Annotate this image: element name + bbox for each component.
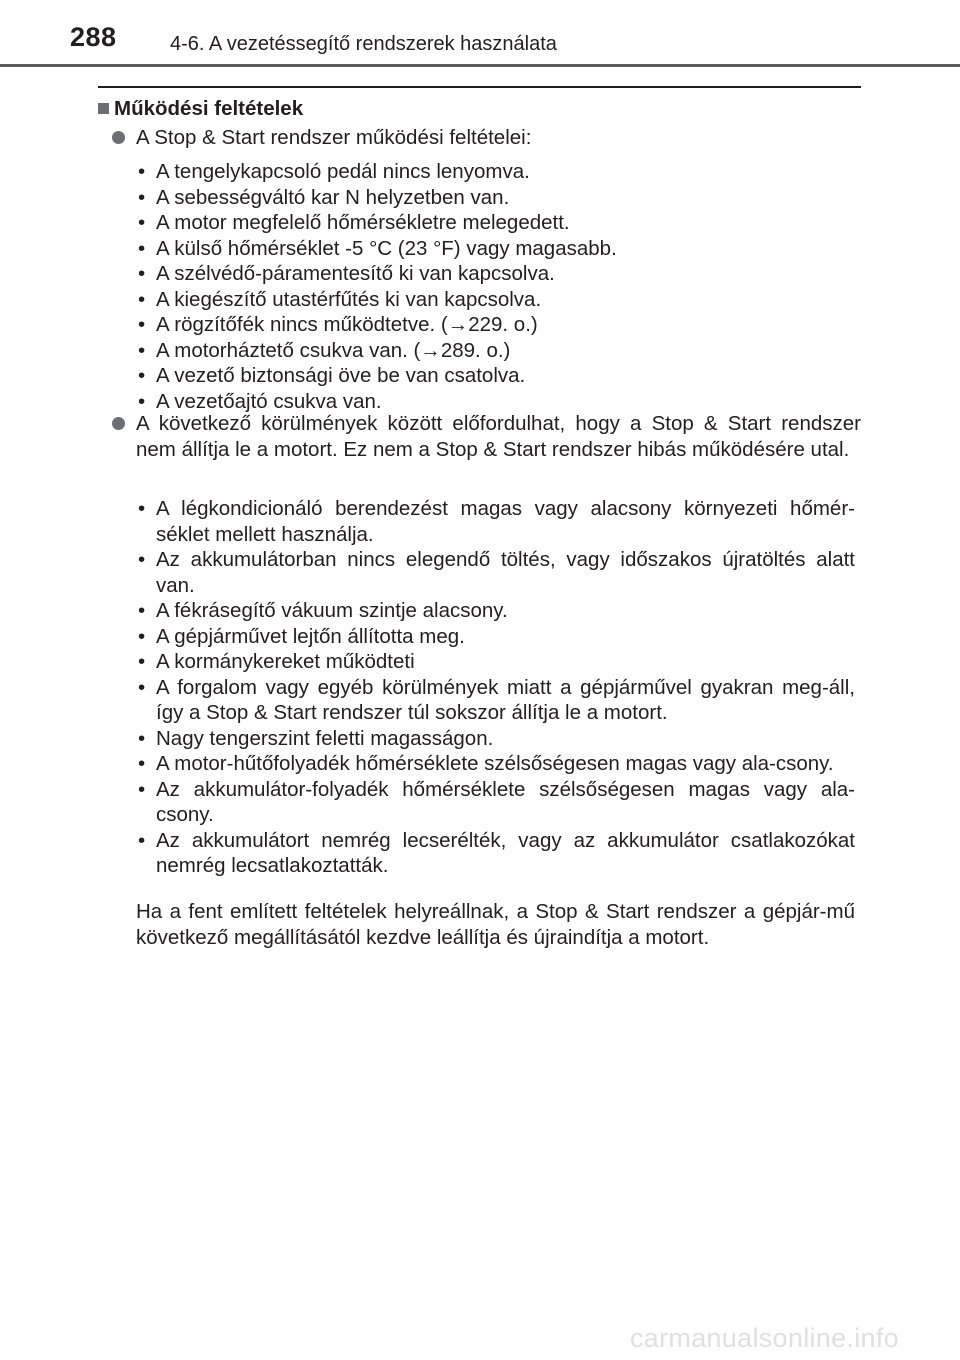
- section-rule: [98, 86, 861, 88]
- exceptions-list: [136, 496, 855, 879]
- list-item: • Az akkumulátort nemrég lecserélték, vagy az akkumulátor csatlakozókat nemrég lecsatlakoztatták.: [138, 828, 855, 877]
- header-rule: [0, 64, 960, 67]
- list-item: • A fékrásegítő vákuum szintje alacsony.: [138, 599, 508, 622]
- conditions-intro-item: [112, 125, 861, 151]
- list-item: • A motorháztető csukva van. (→289. o.): [138, 338, 511, 362]
- list-item: • Az akkumulátor-folyadék hőmérséklete szélsőségesen magas vagy ala-csony.: [138, 777, 855, 826]
- circle-bullet-icon: [112, 417, 125, 430]
- watermark: carmanualsonline.info: [630, 1323, 899, 1353]
- list-item: • A motor megfelelő hőmérsékletre melegedett.: [138, 211, 570, 234]
- circle-bullet-icon: [112, 131, 125, 144]
- list-item: • A vezetőajtó csukva van.: [138, 389, 382, 413]
- conditions-list: [136, 159, 855, 414]
- chapter-title: 4-6. A vezetéssegítő rendszerek használata: [170, 33, 557, 55]
- closing-note: Ha a fent említett feltételek helyreállnak, a Stop & Start rendszer a gépjár-mű következő megállításától kezdve leállítja és újraindítja a motort.: [136, 900, 855, 949]
- list-item: • A motor-hűtőfolyadék hőmérséklete szélsőségesen magas vagy ala-csony.: [138, 752, 834, 775]
- square-bullet-icon: [98, 103, 109, 114]
- list-item: • A forgalom vagy egyéb körülmények miatt a gépjárművel gyakran meg-áll, így a Stop & Start rendszer túl sokszor állítja le a motort.: [138, 675, 855, 724]
- list-item: • A kormánykereket működteti: [138, 650, 415, 673]
- list-item: • A rögzítőfék nincs működtetve. (→229. o.): [138, 313, 538, 336]
- list-item: • A szélvédő-páramentesítő ki van kapcsolva.: [138, 262, 555, 285]
- list-item: • Nagy tengerszint feletti magasságon.: [138, 726, 494, 750]
- conditions-intro: A Stop & Start rendszer működési feltételei:: [136, 126, 532, 149]
- list-item: • A külső hőmérséklet -5 °C (23 °F) vagy magasabb.: [138, 236, 617, 260]
- list-item: • A sebességváltó kar N helyzetben van.: [138, 185, 510, 209]
- section-heading: [98, 96, 303, 122]
- section-title: Működési feltételek: [114, 97, 304, 120]
- list-item: • A tengelykapcsoló pedál nincs lenyomva.: [138, 160, 530, 183]
- list-item: • A gépjárművet lejtőn állította meg.: [138, 624, 465, 648]
- page-number: 288: [70, 22, 117, 52]
- list-item: • A kiegészítő utastérfűtés ki van kapcsolva.: [138, 287, 542, 311]
- list-item: • A vezető biztonsági öve be van csatolva.: [138, 364, 526, 387]
- list-item: • A légkondicionáló berendezést magas vagy alacsony környezeti hőmér-séklet mellett használja.: [138, 497, 855, 546]
- exceptions-intro-item: [112, 411, 861, 462]
- exceptions-intro: A következő körülmények között előfordulhat, hogy a Stop & Start rendszer nem állítja le a motort. Ez nem a Stop & Start rendszer hibás működésére utal.: [136, 412, 861, 461]
- list-item: • Az akkumulátorban nincs elegendő töltés, vagy időszakos újratöltés alatt van.: [138, 548, 855, 597]
